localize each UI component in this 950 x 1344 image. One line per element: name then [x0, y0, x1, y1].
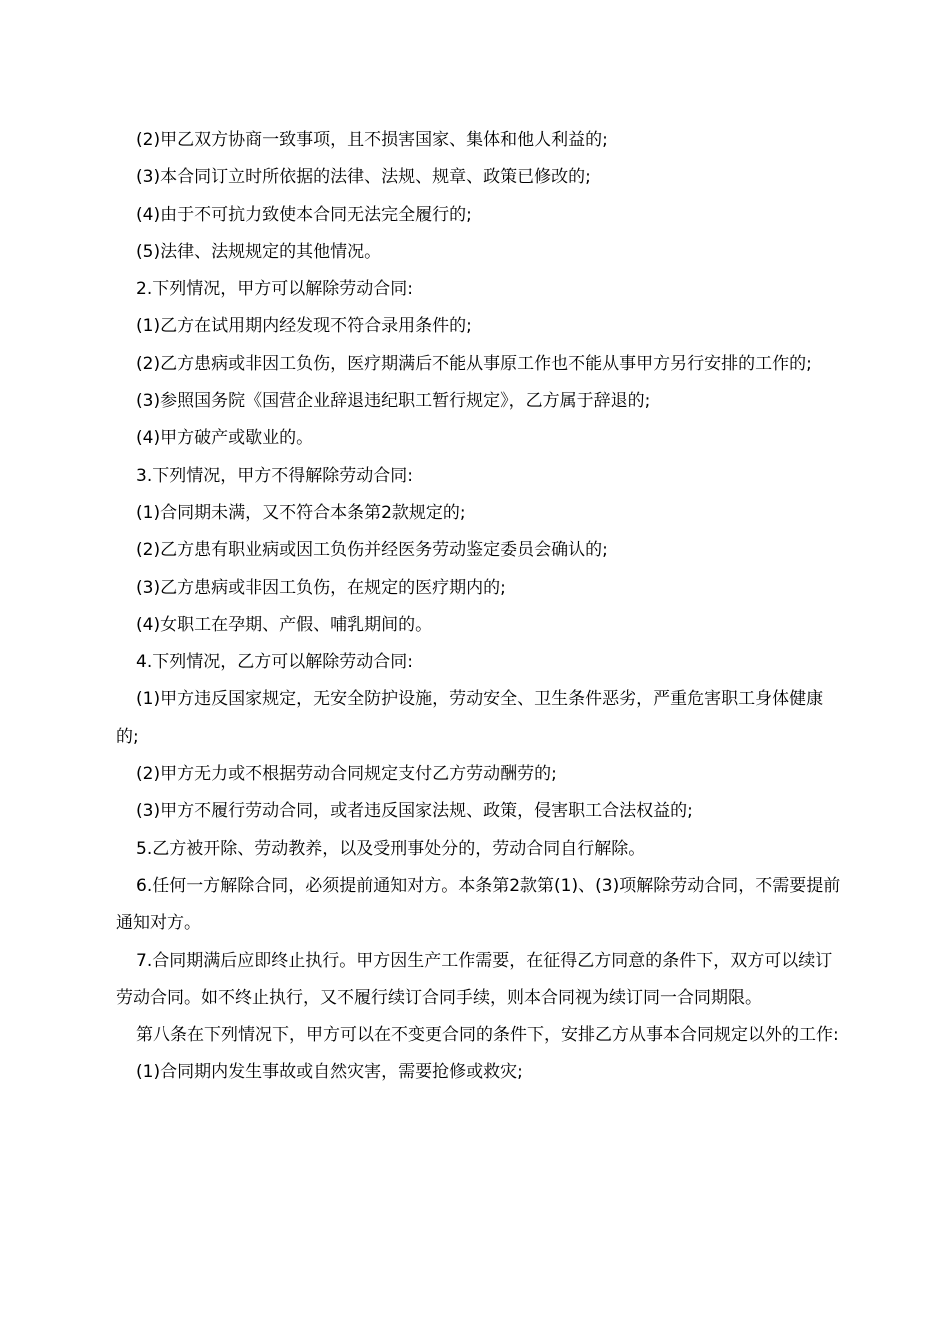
paragraph: (1)合同期未满，又不符合本条第2款规定的;	[136, 502, 466, 523]
paragraph: (2)甲乙双方协商一致事项，且不损害国家、集体和他人利益的;	[136, 130, 608, 150]
paragraph: 3.下列情况，甲方不得解除劳动合同:	[136, 465, 413, 486]
paragraph: (4)由于不可抗力致使本合同无法完全履行的;	[136, 204, 472, 225]
paragraph: 4.下列情况，乙方可以解除劳动合同:	[136, 652, 413, 673]
paragraph: (2)乙方患病或非因工负伤，医疗期满后不能从事原工作也不能从事甲方另行安排的工作的;	[136, 353, 812, 374]
paragraph: 6.任何一方解除合同，必须提前通知对方。本条第2款第(1)、(3)项解除劳动合同，不需要提前通知对方。	[116, 875, 841, 934]
paragraph: (5)法律、法规规定的其他情况。	[136, 241, 382, 262]
document-body	[116, 122, 844, 1092]
paragraph: (3)乙方患病或非因工负伤，在规定的医疗期内的;	[136, 577, 506, 598]
paragraph: (1)甲方违反国家规定，无安全防护设施，劳动安全、卫生条件恶劣，严重危害职工身体健康的;	[116, 689, 824, 747]
paragraph: (3)本合同订立时所依据的法律、法规、规章、政策已修改的;	[136, 167, 591, 188]
paragraph: (4)女职工在孕期、产假、哺乳期间的。	[136, 614, 433, 635]
paragraph: (4)甲方破产或歇业的。	[136, 428, 314, 449]
paragraph: 第八条在下列情况下，甲方可以在不变更合同的条件下，安排乙方从事本合同规定以外的工作:	[136, 1025, 839, 1046]
paragraph: 5.乙方被开除、劳动教养，以及受刑事处分的，劳动合同自行解除。	[136, 838, 646, 859]
paragraph: (1)合同期内发生事故或自然灾害，需要抢修或救灾;	[136, 1062, 523, 1083]
paragraph: (3)甲方不履行劳动合同，或者违反国家法规、政策，侵害职工合法权益的;	[136, 801, 693, 822]
paragraph: 7.合同期满后应即终止执行。甲方因生产工作需要，在征得乙方同意的条件下，双方可以续订劳动合同。如不终止执行，又不履行续订合同手续，则本合同视为续订同一合同期限。	[116, 950, 833, 1008]
paragraph: (1)乙方在试用期内经发现不符合录用条件的;	[136, 316, 472, 337]
paragraph: (2)甲方无力或不根据劳动合同规定支付乙方劳动酬劳的;	[136, 764, 557, 785]
paragraph: (2)乙方患有职业病或因工负伤并经医务劳动鉴定委员会确认的;	[136, 540, 608, 561]
paragraph: (3)参照国务院《国营企业辞退违纪职工暂行规定》，乙方属于辞退的;	[136, 391, 651, 412]
paragraph: 2.下列情况，甲方可以解除劳动合同:	[136, 279, 413, 300]
